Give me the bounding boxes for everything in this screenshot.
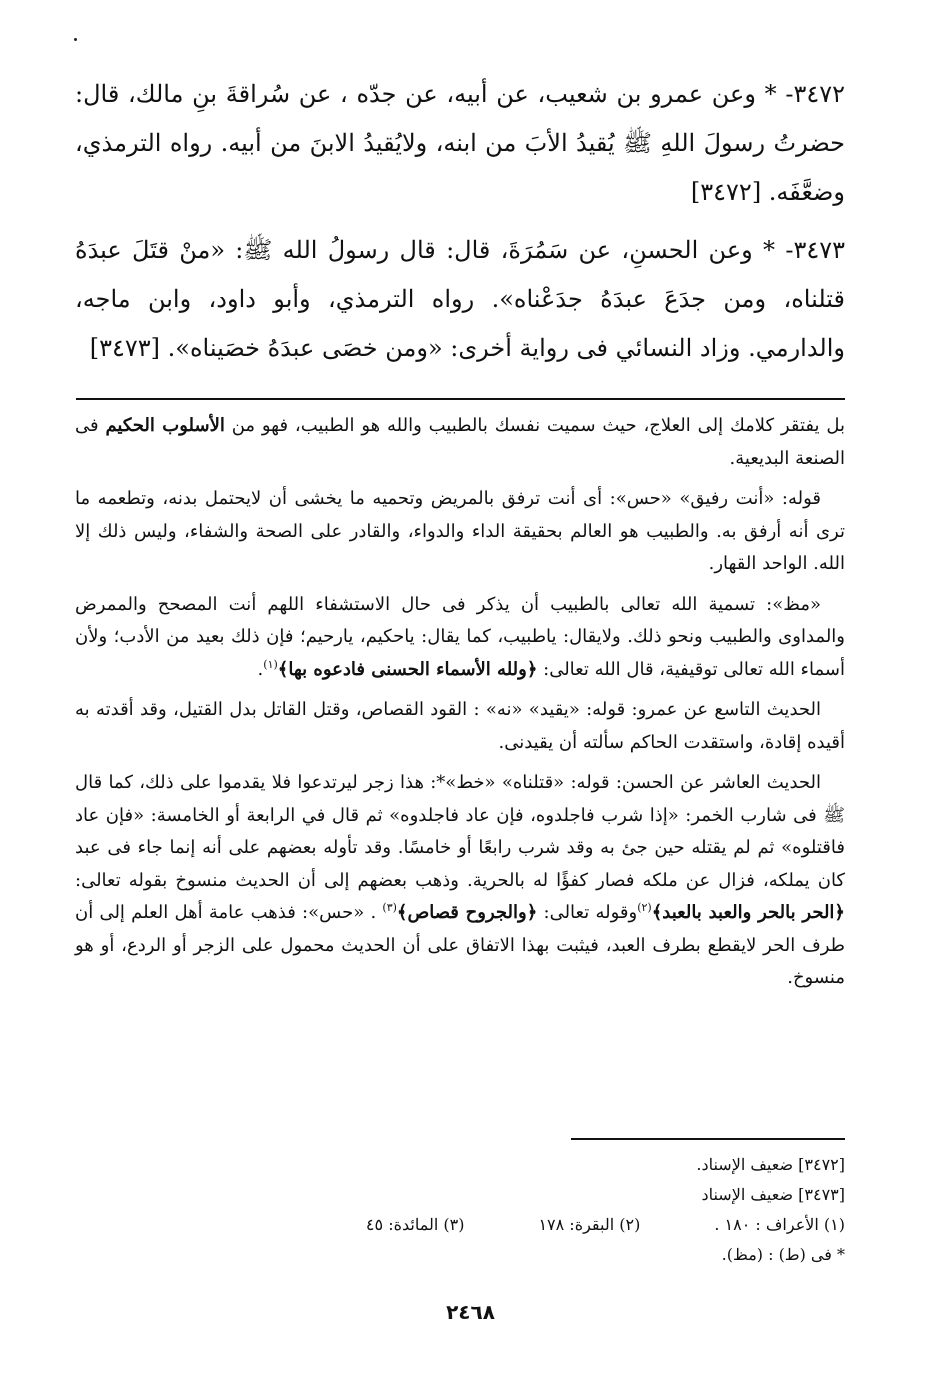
- commentary-paragraph: الحديث التاسع عن عمرو: قوله: «يقيد» «نه» : القود القصاص، وقتل القاتل بدل القتيل، وقد أقدته به أقيده إقادة، واستقدت الحاكم سألته أن يقيدنى.: [75, 699, 845, 753]
- commentary-paragraph: الحديث العاشر عن الحسن: قوله: «قتلناه» «خط»*: هذا زجر ليرتدعوا فلا يقدموا على ذلك، كما قال ﷺ فى شارب الخمر: «إذا شرب فاجلدوه، فإن عاد فاجلدوه» ثم قال في الرابعة أو الخامسة: «فإن عاد فاقتلوه» ثم لم يقتله حين جئ به وقد شرب رابعًا أو خامسًا. وقد تأوله بعضهم على أنه إنما جاء فى عبد كان يملكه، فزال عن ملكه فصار كفؤًا له بالحرية. وذهب بعضهم إلى أن الحديث منسوخ بقوله تعالى: ﴿الحر بالحر والعبد بالعبد﴾$^{(٢)}$وقوله تعالى: ﴿والجروح قصاص﴾$^{(٣)}$ . «حس»: فذهب عامة أهل العلم إلى أن طرف الحر لايقطع بطرف العبد، فيثبت بهذا الاتفاق على أن الحديث محمول على الزجر أو الردع، أو هو منسوخ.: [75, 772, 845, 988]
- footnote-ref: (٣): [382, 901, 397, 914]
- hadith-number: ٣٤٧٣-: [785, 236, 845, 264]
- page-number: ٢٤٦٨: [446, 1300, 495, 1324]
- footnote-refs: [75, 1210, 845, 1240]
- footnote-divider: [571, 1138, 845, 1140]
- footnote-grade-3473: [٣٤٧٣] ضعيف الإسناد: [701, 1185, 845, 1204]
- hadith-3472: [75, 70, 845, 217]
- commentary-paragraph: قوله: «أنت رفيق» «حس»: أى أنت ترفق بالمريض وتحميه ما يخشى أن لايحتمل بدنه، وتطعمه ما ترى أنه أرفق به. والطبيب هو العالم بحقيقة الداء والدواء، والقادر على الصحة والشفاء، وليس ذلك إلا الله. الواحد القهار.: [75, 488, 845, 574]
- footnote-1: (١) الأعراف : ١٨٠ .: [714, 1215, 845, 1234]
- footnote-ref: (٢): [637, 901, 652, 914]
- quran-quote: ﴿والجروح قصاص﴾: [396, 902, 538, 923]
- hadith-text: * وعن عمرو بن شعيب، عن أبيه، عن جدّه ، عن سُراقةَ بنِ مالك، قال: حضرتُ رسولَ اللهِ ﷺ يُقيدُ الأبَ من ابنه، ولايُقيدُ الابنَ من أبيه. رواه الترمذي، وضعَّفَه. [٣٤٧٢]: [75, 80, 845, 206]
- footnote-ref: (١): [263, 657, 278, 671]
- main-divider: [76, 398, 845, 400]
- footnotes: [75, 1150, 845, 1270]
- footnote-2: (٢) البقرة: ١٧٨: [538, 1215, 641, 1234]
- commentary-paragraph: «مظ»: تسمية الله تعالى بالطبيب أن يذكر فى حال الاستشفاء اللهم أنت المصحح والممرض والمداوى والطبيب ونحو ذلك. ولايقال: ياطبيب، كما يقال: ياحكيم، يارحيم؛ فإن ذلك بعيد من الأدب؛ ولأن أسماء الله تعالى توقيفية، قال الله تعالى: ﴿ولله الأسماء الحسنى فادعوه بها﴾$^{(١)}$.: [75, 593, 845, 680]
- hadith-3473: [75, 226, 845, 373]
- hadith-text: * وعن الحسنِ، عن سَمُرَةَ، قال: قال رسولُ الله ﷺ: «منْ قتَلَ عبدَهُ قتلناه، ومن جدَعَ عبدَهُ جدَعْناه». رواه الترمذي، وأبو داود، وابن ماجه، والدارمي. وزاد النسائي فى رواية أخرى: «ومن خصَى عبدَهُ خصَيناه». [٣٤٧٣]: [75, 236, 845, 362]
- footnote-grade-3472: [٣٤٧٢] ضعيف الإسناد.: [696, 1155, 845, 1174]
- page-mark-dot: [74, 38, 77, 41]
- footnote-3: (٣) المائدة: ٤٥: [365, 1215, 465, 1234]
- commentary: [75, 410, 845, 1003]
- footnote-star: * فى (ط) : (مظ).: [721, 1245, 845, 1264]
- hadith-number: ٣٤٧٢-: [785, 80, 846, 108]
- bold-term: الأسلوب الحكيم: [105, 415, 225, 436]
- quran-quote: ﴿الحر بالحر والعبد بالعبد﴾: [651, 902, 845, 923]
- commentary-paragraph: بل يفتقر كلامك إلى العلاج، حيث سميت نفسك بالطبيب والله هو الطبيب، فهو من الأسلوب الحكيم فى الصنعة البديعية.: [75, 415, 845, 469]
- quran-quote: ﴿ولله الأسماء الحسنى فادعوه بها﴾: [277, 658, 538, 680]
